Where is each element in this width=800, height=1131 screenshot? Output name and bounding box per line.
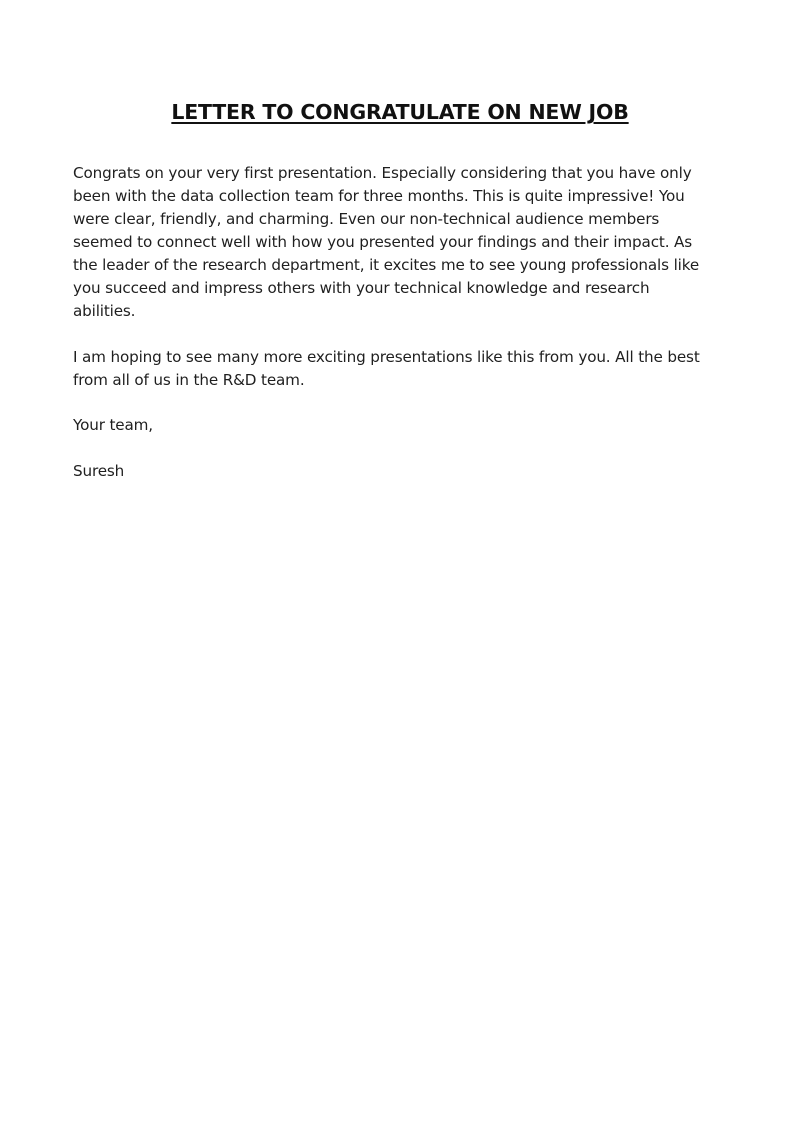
paragraph-line: I am hoping to see many more exciting presentations like this from you. All the best: [73, 348, 700, 366]
paragraph-line: the leader of the research department, it excites me to see young professionals like: [73, 256, 700, 274]
paragraph-line: were clear, friendly, and charming. Even our non-technical audience members: [73, 210, 660, 228]
paragraph-line: been with the data collection team for three months. This is quite impressive! You: [73, 187, 685, 205]
paragraph-line: from all of us in the R&D team.: [73, 371, 305, 389]
body-paragraph-2: [73, 346, 733, 392]
body-paragraph-1: [73, 162, 733, 323]
letter-title: LETTER TO CONGRATULATE ON NEW JOB: [171, 100, 629, 124]
paragraph-line: abilities.: [73, 302, 136, 320]
closing-line: Your team,: [73, 416, 153, 434]
paragraph-line: Congrats on your very first presentation. Especially considering that you have only: [73, 164, 692, 182]
paragraph-line: seemed to connect well with how you presented your findings and their impact. As: [73, 233, 693, 251]
paragraph-line: you succeed and impress others with your technical knowledge and research: [73, 279, 650, 297]
signature-name: Suresh: [73, 462, 125, 480]
